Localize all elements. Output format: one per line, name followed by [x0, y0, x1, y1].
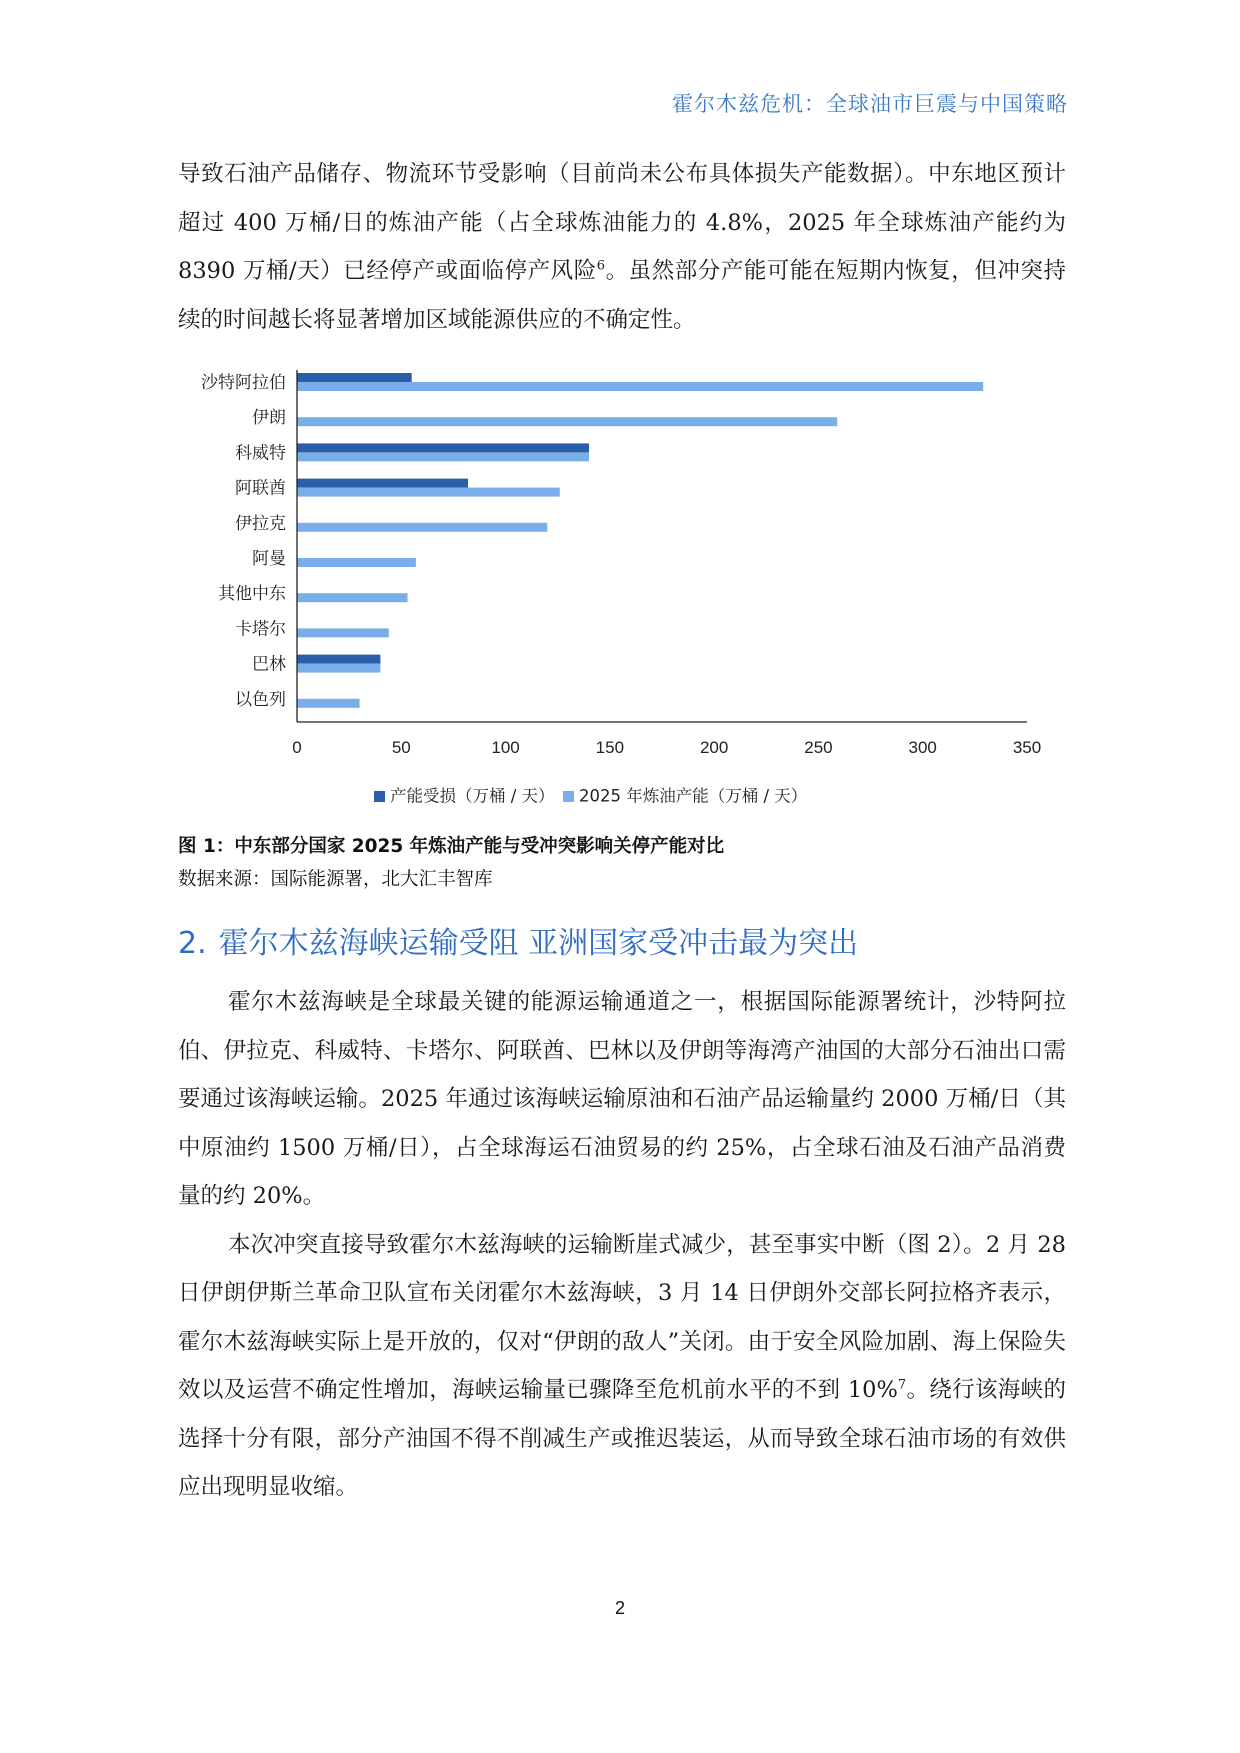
- bar-capacity: [297, 593, 408, 602]
- category-label: 伊朗: [252, 408, 286, 429]
- bar-capacity: [297, 664, 380, 673]
- intro-text-b: 。虽然部分产能可能在短期内恢复，但冲突持续的时间越长将显著增加区域能源供应的不确定性。: [178, 258, 1066, 333]
- footnote-ref-7[interactable]: 7: [897, 1377, 907, 1393]
- footnote-ref-6[interactable]: 6: [596, 258, 606, 274]
- section-paragraph-2-b: 。绕行该海峡的选择十分有限，部分产油国不得不削减生产或推迟装运，从而导致全球石油市场的有效供应出现明显收缩。: [178, 1377, 1066, 1500]
- bar-capacity: [297, 628, 389, 637]
- category-label: 其他中东: [218, 584, 286, 605]
- x-tick-label: 100: [491, 738, 520, 757]
- x-tick-label: 0: [292, 738, 302, 757]
- intro-text-a: 导致石油产品储存、物流环节受影响（目前尚未公布具体损失产能数据）。中东地区预计超过 400 万桶/日的炼油产能（占全球炼油能力的 4.8%，2025 年全球炼油产能约为 8390 万桶/天）已经停产或面临停产风险: [178, 161, 1066, 284]
- category-label: 科威特: [235, 443, 286, 464]
- legend-label: 2025 年炼油产能（万桶 / 天）: [579, 786, 808, 806]
- x-tick-label: 50: [391, 738, 411, 757]
- bar-damaged: [297, 479, 468, 488]
- bar-capacity: [297, 558, 416, 567]
- category-label: 伊拉克: [235, 513, 286, 534]
- category-label: 卡塔尔: [235, 619, 286, 640]
- bar-damaged: [297, 443, 589, 452]
- legend-swatch: [563, 791, 574, 802]
- section-paragraph-2-a: 本次冲突直接导致霍尔木兹海峡的运输断崖式减少，甚至事实中断（图 2）。2 月 28 日伊朗伊斯兰革命卫队宣布关闭霍尔木兹海峡，3 月 14 日伊朗外交部长阿拉格齐表示，霍尔木兹海峡实际上是开放的，仅对“伊朗的敌人”关闭。由于安全风险加剧、海上保险失效以及运营不确定性增加，海峡运输量已骤降至危机前水平的不到 10%: [178, 1231, 1066, 1403]
- x-tick-label: 150: [595, 738, 625, 757]
- x-tick-label: 250: [804, 738, 833, 757]
- category-label: 巴林: [252, 654, 286, 675]
- legend-swatch: [374, 791, 385, 802]
- category-label: 阿联酋: [235, 478, 286, 499]
- x-tick-label: 200: [699, 738, 729, 757]
- section-title: 霍尔木兹海峡运输受阻 亚洲国家受冲击最为突出: [218, 926, 859, 961]
- bar-damaged: [297, 655, 380, 664]
- x-tick-label: 350: [1012, 738, 1042, 757]
- x-tick-label: 300: [908, 738, 937, 757]
- running-header: 霍尔木兹危机：全球油市巨震与中国策略: [672, 92, 1068, 116]
- section-body: [178, 978, 1066, 1512]
- category-label: 以色列: [235, 689, 286, 710]
- bar-capacity: [297, 523, 547, 532]
- bar-damaged: [297, 373, 412, 382]
- legend-label: 产能受损（万桶 / 天）: [390, 786, 555, 806]
- bar-capacity: [297, 382, 983, 391]
- section-paragraph-2: [178, 1221, 1066, 1512]
- refining-capacity-chart: [178, 370, 1078, 810]
- chart-canvas: [178, 370, 1078, 810]
- section-number: 2.: [178, 926, 207, 961]
- section-paragraph-1: 霍尔木兹海峡是全球最关键的能源运输通道之一，根据国际能源署统计，沙特阿拉伯、伊拉克、科威特、卡塔尔、阿联酋、巴林以及伊朗等海湾产油国的大部分石油出口需要通过该海峡运输。2025 年通过该海峡运输原油和石油产品运输量约 2000 万桶/日（其中原油约 1500 万桶/日），占全球海运石油贸易的约 25%，占全球石油及石油产品消费量的约 20%。: [178, 989, 1066, 1209]
- bar-capacity: [297, 699, 360, 708]
- figure-source: 数据来源：国际能源署，北大汇丰智库: [178, 869, 493, 890]
- category-label: 沙特阿拉伯: [201, 373, 286, 393]
- bar-capacity: [297, 452, 589, 461]
- figure-caption: 图 1：中东部分国家 2025 年炼油产能与受冲突影响关停产能对比: [178, 836, 725, 857]
- intro-text: [178, 150, 1066, 344]
- section-heading: [178, 918, 858, 962]
- page-number: 2: [614, 1598, 625, 1618]
- intro-paragraph: [178, 150, 1066, 344]
- bar-capacity: [297, 417, 837, 426]
- bar-capacity: [297, 488, 560, 497]
- category-label: 阿曼: [252, 549, 286, 569]
